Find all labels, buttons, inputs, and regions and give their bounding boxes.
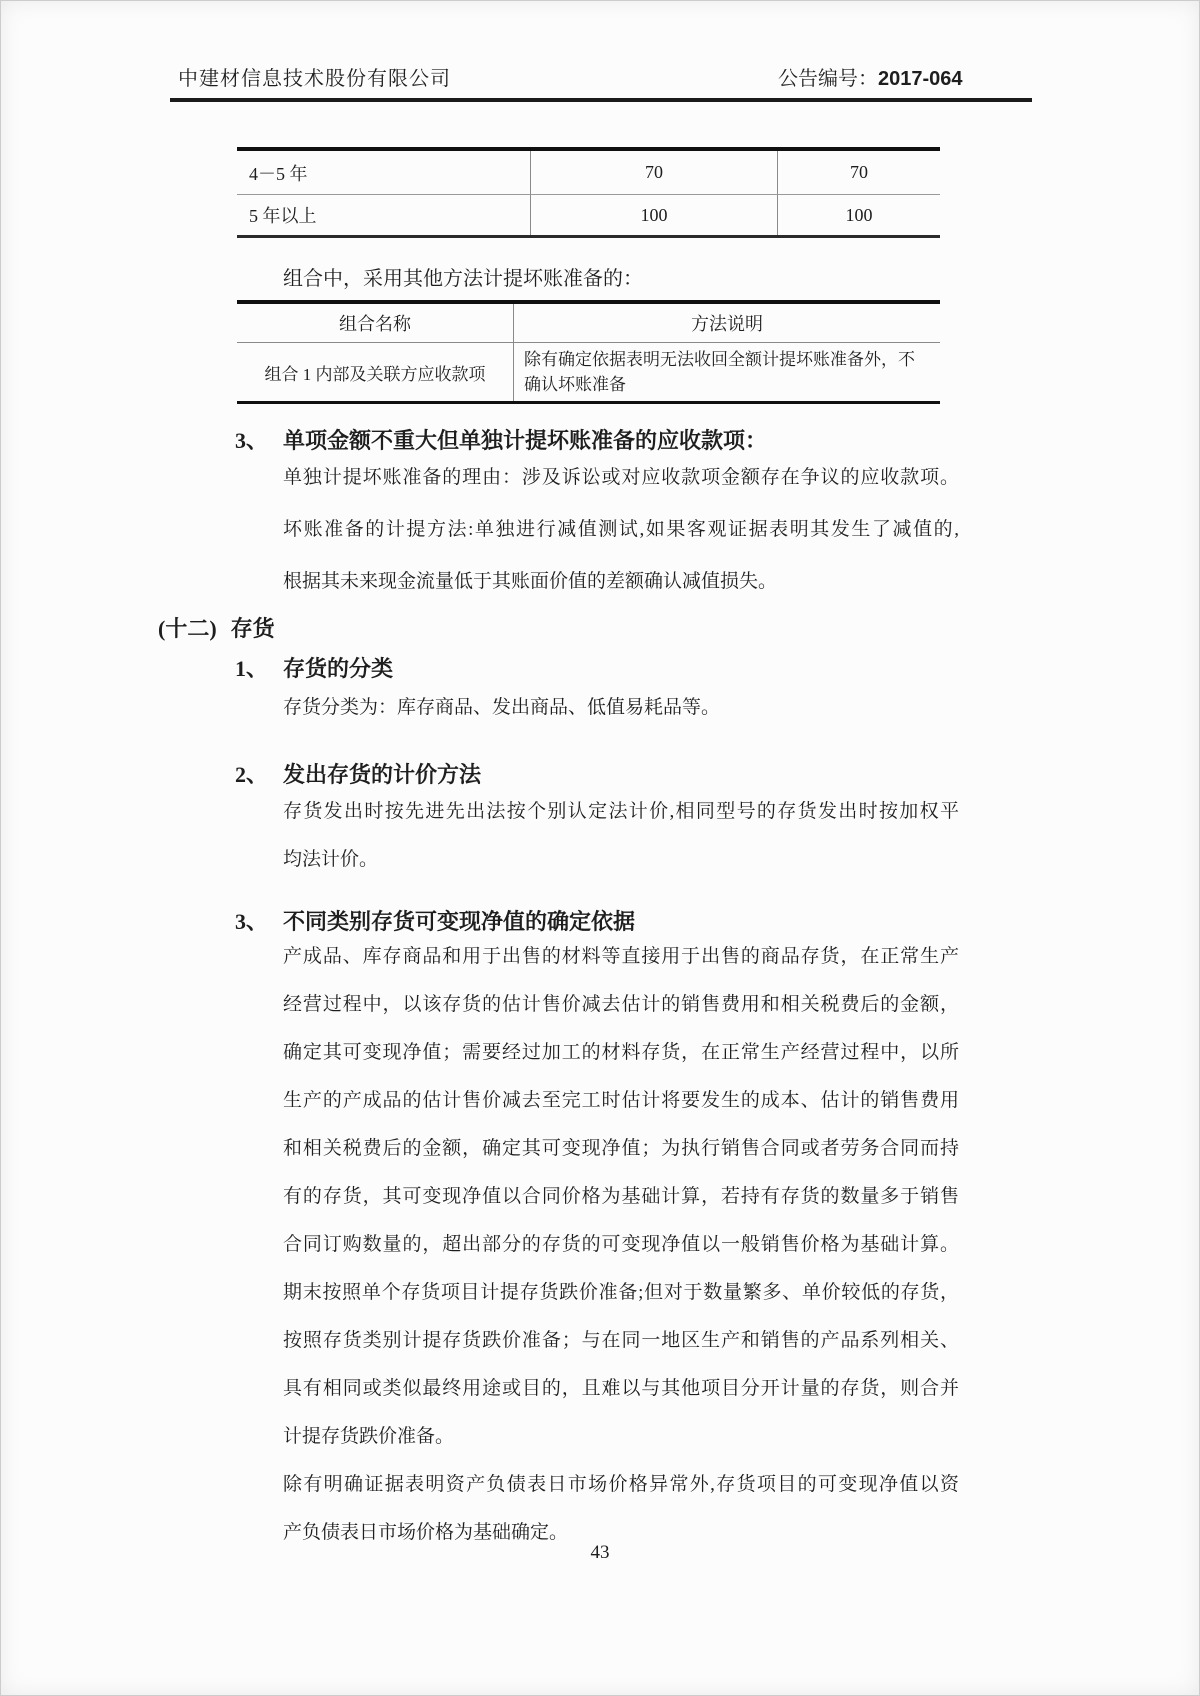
- body-line: 计提存货跌价准备。: [283, 1426, 455, 1447]
- heading-item-3: [235, 424, 767, 455]
- table-cell-combo-name: 组合 1 内部及关联方应收款项: [264, 364, 486, 384]
- body-line: 经营过程中，以该存货的估计售价减去估计的销售费用和相关税费后的金额，: [283, 994, 959, 1015]
- body-line: 单独计提坏账准备的理由：涉及诉讼或对应收款项金额存在争议的应收款项。: [283, 467, 959, 488]
- heading-number: 2、: [235, 762, 269, 787]
- paragraph-sub-3: [283, 933, 959, 1557]
- body-line: 期末按照单个存货项目计提存货跌价准备;但对于数量繁多、单价较低的存货，: [283, 1282, 959, 1303]
- section-number: (十二): [158, 616, 217, 641]
- heading-sub-3: [235, 905, 635, 936]
- table-cell-method: 除有确定依据表明无法收回全额计提坏账准备外，不确认坏账准备: [513, 343, 940, 401]
- body-line: 存货分类为：库存商品、发出商品、低值易耗品等。: [283, 697, 721, 718]
- page-number: 43: [590, 1542, 610, 1563]
- heading-title: 发出存货的计价方法: [283, 762, 482, 787]
- body-line: 按照存货类别计提存货跌价准备；与在同一地区生产和销售的产品系列相关、: [283, 1330, 959, 1351]
- heading-section-12: [158, 612, 275, 643]
- table-cell-value: 100: [777, 195, 940, 235]
- body-line: 根据其未来现金流量低于其账面价值的差额确认减值损失。: [283, 571, 778, 592]
- body-line: 和相关税费后的金额，确定其可变现净值；为执行销售合同或者劳务合同而持: [283, 1138, 959, 1159]
- table-cell-label: 5 年以上: [249, 206, 317, 226]
- heading-number: 1、: [235, 656, 269, 681]
- heading-number: 3、: [235, 909, 269, 934]
- notice-number: [778, 62, 963, 91]
- aging-table: [237, 147, 940, 238]
- table-cell-value: 70: [530, 151, 777, 194]
- header-rule: [170, 98, 1032, 102]
- combo-method-table: [237, 300, 940, 404]
- heading-title: 不同类别存货可变现净值的确定依据: [283, 909, 636, 934]
- paragraph-sub-2: [283, 788, 959, 884]
- notice-label: 公告编号：: [778, 68, 878, 90]
- body-line: 合同订购数量的，超出部分的存货的可变现净值以一般销售价格为基础计算。: [283, 1234, 959, 1255]
- body-line: 有的存货，其可变现净值以合同价格为基础计算，若持有存货的数量多于销售: [283, 1186, 959, 1207]
- heading-number: 3、: [235, 428, 269, 453]
- table-row: [237, 151, 940, 195]
- body-line: 确定其可变现净值；需要经过加工的材料存货，在正常生产经营过程中，以所: [283, 1042, 959, 1063]
- column-header: 组合名称: [339, 314, 411, 334]
- column-header: 方法说明: [513, 304, 940, 342]
- body-line: 存货发出时按先进先出法按个别认定法计价,相同型号的存货发出时按加权平: [283, 801, 959, 822]
- body-line: 生产的产成品的估计售价减去至完工时估计将要发生的成本、估计的销售费用: [283, 1090, 959, 1111]
- body-line: 除有明确证据表明资产负债表日市场价格异常外,存货项目的可变现净值以资: [283, 1474, 959, 1495]
- heading-title: 单项金额不重大但单独计提坏账准备的应收款项：: [283, 428, 768, 453]
- body-line: 具有相同或类似最终用途或目的，且难以与其他项目分开计量的存货，则合并: [283, 1378, 959, 1399]
- body-line: 均法计价。: [283, 849, 379, 870]
- company-name: 中建材信息技术股份有限公司: [178, 68, 451, 90]
- paragraph-sub-1: [283, 684, 959, 732]
- section-title: 存货: [230, 616, 275, 641]
- combo-intro-text: 组合中，采用其他方法计提坏账准备的：: [283, 268, 643, 290]
- body-line: 产负债表日市场价格为基础确定。: [283, 1522, 569, 1543]
- heading-sub-1: [235, 652, 393, 683]
- table-row: [237, 343, 940, 401]
- table-cell-value: 70: [777, 151, 940, 194]
- table-row: [237, 195, 940, 235]
- heading-sub-2: [235, 758, 481, 789]
- table-cell-value: 100: [530, 195, 777, 235]
- notice-value: 2017-064: [878, 68, 963, 90]
- table-header-row: [237, 304, 940, 343]
- paragraph-item-3: [283, 452, 959, 608]
- body-line: 产成品、库存商品和用于出售的材料等直接用于出售的商品存货，在正常生产: [283, 946, 959, 967]
- table-cell-label: 4－5 年: [249, 163, 308, 184]
- heading-title: 存货的分类: [283, 656, 394, 681]
- body-line: 坏账准备的计提方法:单独进行减值测试,如果客观证据表明其发生了减值的,: [283, 519, 959, 540]
